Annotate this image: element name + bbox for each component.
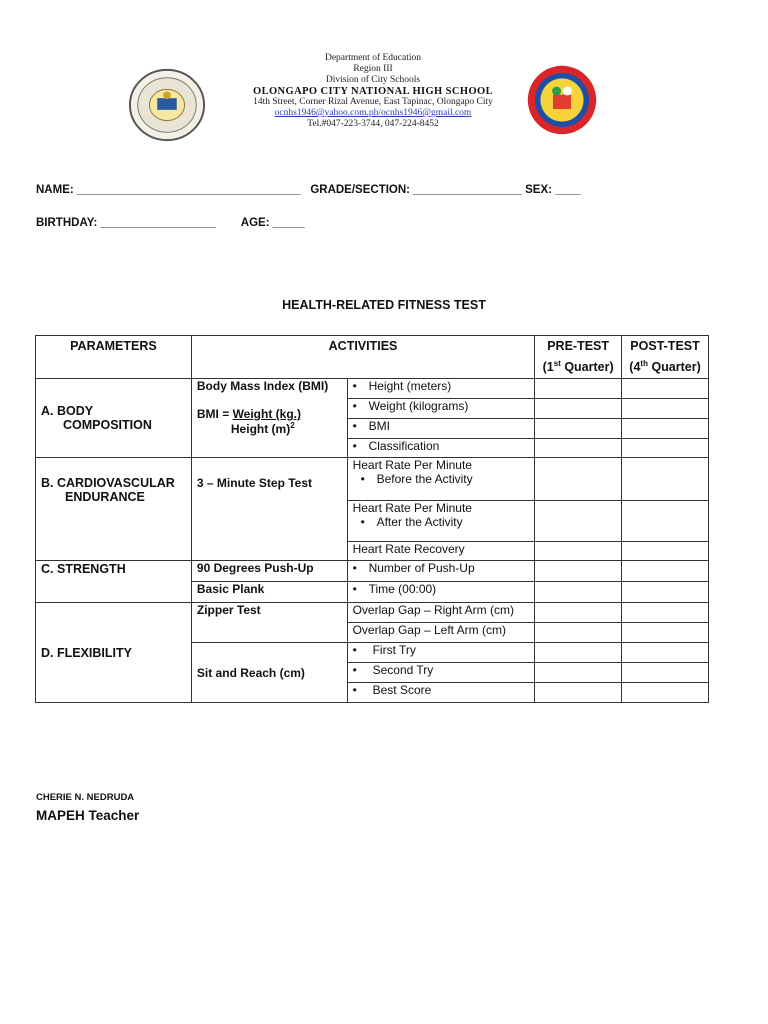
heart-rate-label: Heart Rate Per Minute xyxy=(352,501,472,515)
school-name: OLONGAPO CITY NATIONAL HIGH SCHOOL xyxy=(253,86,493,97)
posttest-cell[interactable] xyxy=(622,379,709,399)
heart-rate-before-label: • Before the Activity xyxy=(353,472,530,486)
header-posttest-label: POST-TEST xyxy=(630,339,700,353)
bmi-formula-denominator-line xyxy=(197,421,342,436)
activity-bmi xyxy=(191,379,347,458)
fitness-test-table xyxy=(35,335,709,703)
pretest-cell[interactable] xyxy=(535,542,622,561)
header-posttest-quarter xyxy=(627,355,703,376)
bmi-formula-denominator: Height (m) xyxy=(230,422,291,436)
item-heart-rate-recovery: Heart Rate Recovery xyxy=(347,542,535,561)
pretest-cell[interactable] xyxy=(535,683,622,703)
pretest-cell[interactable] xyxy=(535,623,622,643)
student-info-line-2: BIRTHDAY: __________________ AGE: _____ xyxy=(36,217,305,229)
pretest-quarter-word: Quarter) xyxy=(560,360,614,375)
pretest-cell[interactable] xyxy=(535,663,622,683)
pretest-quarter-ordinal: st xyxy=(553,359,561,368)
activity-step-test: 3 – Minute Step Test xyxy=(191,458,347,561)
deped-division-logo xyxy=(526,64,598,136)
header-posttest xyxy=(622,336,709,379)
bmi-formula xyxy=(197,407,342,421)
header-pretest-label: PRE-TEST xyxy=(547,339,610,353)
pretest-cell[interactable] xyxy=(535,458,622,501)
pretest-cell[interactable] xyxy=(535,501,622,542)
posttest-cell[interactable] xyxy=(622,683,709,703)
item-bmi: • BMI xyxy=(347,419,535,439)
activity-basic-plank: Basic Plank xyxy=(191,582,347,603)
posttest-cell[interactable] xyxy=(622,501,709,542)
param-cardiovascular xyxy=(36,458,192,561)
table-row xyxy=(36,458,709,501)
posttest-cell[interactable] xyxy=(622,399,709,419)
param-body-composition-line-1: A. BODY xyxy=(41,404,94,418)
teacher-role: MAPEH Teacher xyxy=(36,808,140,823)
table-row xyxy=(36,561,709,582)
posttest-cell[interactable] xyxy=(622,458,709,501)
param-cardiovascular-line-2: ENDURANCE xyxy=(65,490,145,504)
school-address: 14th Street, Corner Rizal Avenue, East Tapinac, Olongapo City xyxy=(253,97,493,107)
pretest-cell[interactable] xyxy=(535,582,622,603)
posttest-cell[interactable] xyxy=(622,603,709,623)
item-height: • Height (meters) xyxy=(347,379,535,399)
table-row xyxy=(36,379,709,399)
item-weight: • Weight (kilograms) xyxy=(347,399,535,419)
bmi-formula-numerator: Weight (kg.) xyxy=(232,407,301,421)
division-name: Division of City Schools xyxy=(325,75,421,85)
posttest-cell[interactable] xyxy=(622,439,709,458)
department-name: Department of Education xyxy=(324,53,422,63)
school-seal-logo xyxy=(128,66,206,144)
pretest-cell[interactable] xyxy=(535,561,622,582)
item-heart-rate-after xyxy=(347,501,535,542)
param-cardiovascular-line-1: B. CARDIOVASCULAR xyxy=(41,476,175,490)
item-number-of-push-up: • Number of Push-Up xyxy=(347,561,535,582)
heart-rate-after-label: • After the Activity xyxy=(353,515,530,529)
teacher-name: CHERIE N. NEDRUDA xyxy=(36,792,135,803)
activity-bmi-label: Body Mass Index (BMI) xyxy=(196,379,329,393)
posttest-cell[interactable] xyxy=(622,643,709,663)
pretest-cell[interactable] xyxy=(535,439,622,458)
item-overlap-left-arm: Overlap Gap – Left Arm (cm) xyxy=(347,623,535,643)
activity-sit-and-reach: Sit and Reach (cm) xyxy=(191,643,347,703)
param-flexibility: D. FLEXIBILITY xyxy=(36,603,192,703)
item-heart-rate-before xyxy=(347,458,535,501)
table-header-row xyxy=(36,336,709,379)
region-name: Region III xyxy=(353,64,393,74)
bmi-formula-prefix: BMI = xyxy=(196,407,233,421)
document-title: HEALTH-RELATED FITNESS TEST xyxy=(282,298,486,312)
header-parameters: PARAMETERS xyxy=(36,336,192,379)
posttest-quarter-word: Quarter) xyxy=(647,360,701,375)
item-best-score: • Best Score xyxy=(347,683,535,703)
item-overlap-right-arm: Overlap Gap – Right Arm (cm) xyxy=(347,603,535,623)
header-pretest-quarter xyxy=(540,355,616,376)
posttest-quarter-number: (4 xyxy=(629,360,641,375)
item-second-try: • Second Try xyxy=(347,663,535,683)
pretest-cell[interactable] xyxy=(535,643,622,663)
activity-push-up: 90 Degrees Push-Up xyxy=(191,561,347,582)
pretest-cell[interactable] xyxy=(535,399,622,419)
letterhead xyxy=(0,50,768,130)
item-first-try: • First Try xyxy=(347,643,535,663)
student-info-line-1: NAME: ___________________________________ GRADE/SECTION: _________________ SEX: ____ xyxy=(36,184,581,196)
pretest-cell[interactable] xyxy=(535,603,622,623)
posttest-cell[interactable] xyxy=(622,582,709,603)
posttest-cell[interactable] xyxy=(622,663,709,683)
header-activities: ACTIVITIES xyxy=(191,336,534,379)
item-classification: • Classification xyxy=(347,439,535,458)
activity-zipper-test: Zipper Test xyxy=(191,603,347,643)
heart-rate-label: Heart Rate Per Minute xyxy=(352,458,472,472)
pretest-quarter-number: (1 xyxy=(542,360,554,375)
param-body-composition xyxy=(36,379,192,458)
table-row xyxy=(36,603,709,623)
posttest-cell[interactable] xyxy=(622,561,709,582)
header-pretest xyxy=(535,336,622,379)
posttest-cell[interactable] xyxy=(622,623,709,643)
param-body-composition-line-2: COMPOSITION xyxy=(63,418,152,432)
posttest-quarter-ordinal: th xyxy=(640,359,648,368)
school-email-link[interactable]: ocnhs1946@yahoo.com.ph/ocnhs1946@gmail.com xyxy=(274,108,472,118)
pretest-cell[interactable] xyxy=(535,379,622,399)
item-plank-time: • Time (00:00) xyxy=(347,582,535,603)
posttest-cell[interactable] xyxy=(622,419,709,439)
pretest-cell[interactable] xyxy=(535,419,622,439)
posttest-cell[interactable] xyxy=(622,542,709,561)
bmi-formula-exponent: 2 xyxy=(290,421,295,430)
param-strength: C. STRENGTH xyxy=(36,561,192,603)
school-telephone: Tel.#047-223-3744, 047-224-8452 xyxy=(307,119,439,129)
